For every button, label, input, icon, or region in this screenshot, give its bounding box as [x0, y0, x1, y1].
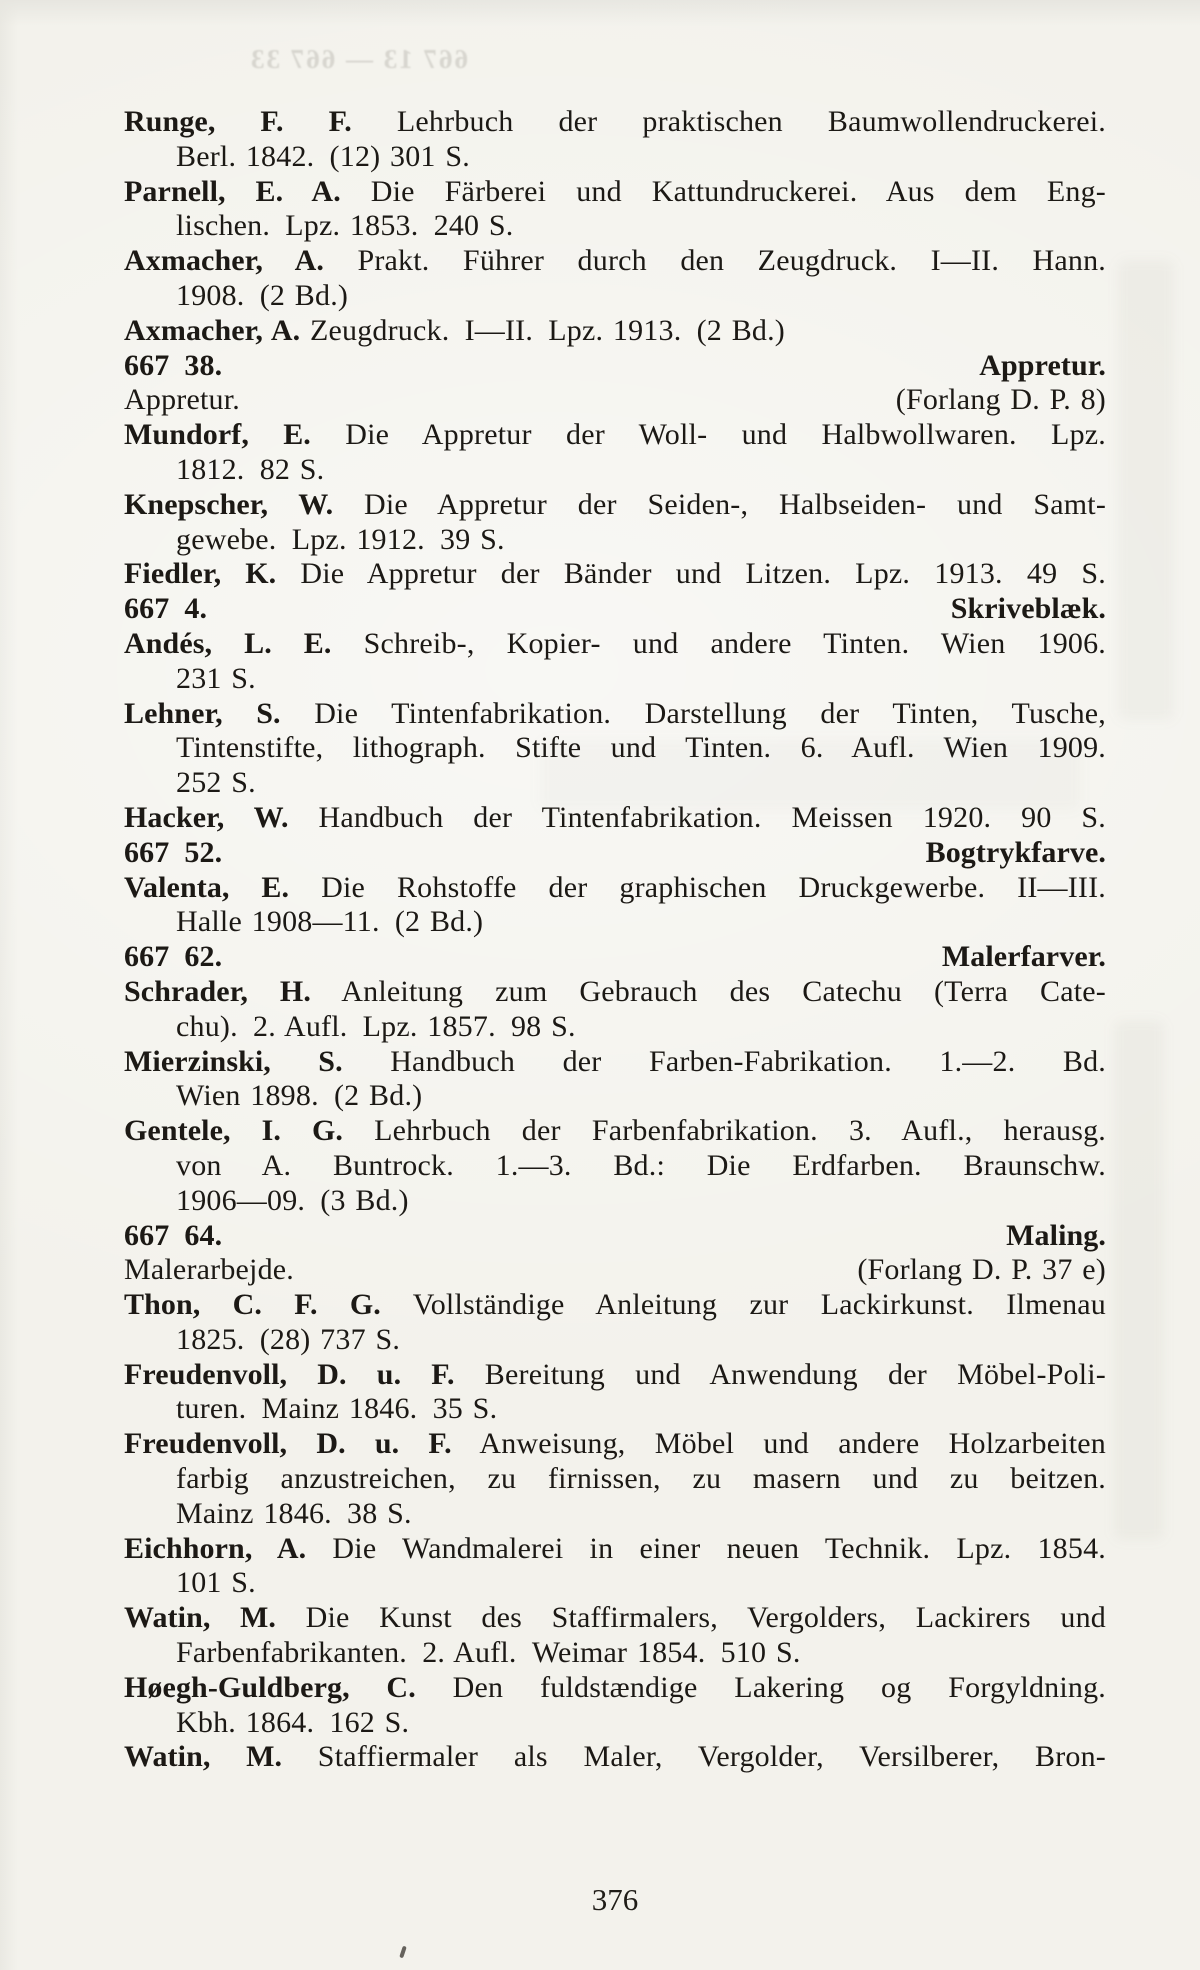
entry-line [124, 1532, 1106, 1567]
plain-text: Malerarbejde. [124, 1253, 295, 1287]
bold-text: Appretur. [979, 348, 1106, 382]
entry-continuation-line [124, 1079, 1106, 1114]
bold-text: Malerfarver. [941, 940, 1106, 974]
section-heading-line [124, 1219, 1106, 1254]
entry-line [124, 871, 1106, 906]
entry-line [124, 488, 1106, 523]
plain-text: chu). 2. Aufl. Lpz. 1857. 98 S. [176, 1009, 576, 1043]
plain-text: Anleitung zum Gebrauch des Catechu (Terra Cate- [310, 974, 1106, 1008]
bold-text: Freudenvoll, D. u. F. [124, 1357, 455, 1391]
bold-text: 667 38. [124, 348, 223, 382]
bold-text: Andés, L. E. [124, 626, 332, 660]
plain-text: lischen. Lpz. 1853. 240 S. [176, 209, 514, 243]
bold-text: Axmacher, A. [124, 313, 301, 347]
entry-line [124, 1671, 1106, 1706]
entry-continuation-line [124, 209, 1106, 244]
entry-continuation-line [124, 662, 1106, 697]
plain-text: Wien 1898. (2 Bd.) [176, 1079, 423, 1113]
plain-text: Lehrbuch der Farbenfabrikation. 3. Aufl., herausg. [343, 1114, 1106, 1148]
plain-text: Berl. 1842. (12) 301 S. [176, 139, 470, 173]
section-heading-line [124, 592, 1106, 627]
plain-text: Lehrbuch der praktischen Baumwollendruckerei. [351, 105, 1106, 138]
entry-line [124, 105, 1106, 140]
bold-text: Thon, C. F. G. [124, 1288, 381, 1322]
plain-text: Die Appretur der Bänder und Litzen. Lpz. 1913. 49 S. [276, 557, 1106, 591]
bold-text: Watin, M. [124, 1601, 276, 1635]
section-heading-line [124, 349, 1106, 384]
cross-reference-line [124, 383, 1106, 418]
bold-text: Schrader, H. [124, 974, 311, 1008]
plain-text: Die Appretur der Woll- und Halbwollwaren. Lpz. [310, 418, 1106, 452]
entry-line [124, 1601, 1106, 1636]
bold-text: Knepscher, W. [124, 487, 334, 521]
bold-text: Høegh-Guldberg, C. [124, 1670, 416, 1704]
entry-continuation-line [124, 279, 1106, 314]
bold-text: Watin, M. [124, 1740, 283, 1774]
entry-line [124, 1358, 1106, 1393]
bold-text: Hacker, W. [124, 800, 289, 834]
bold-text: Gentele, I. G. [124, 1114, 344, 1148]
entry-line [124, 1288, 1106, 1323]
bleed-through-artifact [1118, 260, 1174, 720]
plain-text: Die Wandmalerei in einer neuen Technik. Lpz. 1854. [306, 1531, 1106, 1565]
entry-continuation-line [124, 1636, 1106, 1671]
entry-continuation-line [124, 1149, 1106, 1184]
plain-text: (Forlang D. P. 37 e) [857, 1253, 1106, 1287]
plain-text: Kbh. 1864. 162 S. [176, 1705, 410, 1739]
entry-continuation-line [124, 1566, 1106, 1601]
plain-text: Den fuldstændige Lakering og Forgyldning. [415, 1670, 1106, 1704]
plain-text: Tintenstifte, lithograph. Stifte und Tinten. 6. Aufl. Wien 1909. [176, 731, 1106, 765]
plain-text: 1825. (28) 737 S. [176, 1322, 401, 1356]
entry-continuation-line [124, 1323, 1106, 1358]
entry-line [124, 418, 1106, 453]
entry-line [124, 314, 1106, 349]
entry-continuation-line [124, 1184, 1106, 1219]
entry-continuation-line [124, 140, 1106, 175]
section-heading-line [124, 836, 1106, 871]
bleed-through-header: 667 13 — 667 33 [249, 44, 468, 74]
plain-text: Vollständige Anleitung zur Lackirkunst. Ilmenau [380, 1288, 1106, 1322]
bold-text: Axmacher, A. [124, 244, 324, 278]
plain-text: 101 S. [176, 1566, 256, 1600]
bold-text: Runge, F. F. [124, 105, 352, 138]
plain-text: 1812. 82 S. [176, 452, 325, 486]
bold-text: Eichhorn, A. [124, 1531, 307, 1565]
plain-text: Anweisung, Möbel und andere Holzarbeiten [451, 1427, 1106, 1461]
page-number: 376 [591, 1882, 639, 1917]
plain-text: Die Appretur der Seiden-, Halbseiden- und Samt- [333, 487, 1107, 521]
bold-text: 667 62. [124, 940, 223, 974]
entry-continuation-line [124, 523, 1106, 558]
plain-text: (Forlang D. P. 8) [895, 383, 1106, 417]
bold-text: 667 64. [124, 1218, 223, 1252]
entry-line [124, 1045, 1106, 1080]
bold-text: Skriveblæk. [950, 592, 1106, 626]
bold-text: Valenta, E. [124, 870, 290, 904]
plain-text: Halle 1908—11. (2 Bd.) [176, 905, 484, 939]
cross-reference-line [124, 1253, 1106, 1288]
bold-text: Lehner, S. [124, 696, 281, 730]
bold-text: 667 4. [124, 592, 208, 626]
entry-continuation-line [124, 1706, 1106, 1741]
plain-text: turen. Mainz 1846. 35 S. [176, 1392, 498, 1426]
plain-text: Mainz 1846. 38 S. [176, 1496, 412, 1530]
entry-continuation-line [124, 731, 1106, 766]
entry-line [124, 1740, 1106, 1775]
bold-text: Fiedler, K. [124, 557, 277, 591]
entry-line [124, 1427, 1106, 1462]
bold-text: 667 52. [124, 835, 223, 869]
plain-text: Schreib-, Kopier- und andere Tinten. Wien 1906. [331, 626, 1106, 660]
entry-continuation-line [124, 766, 1106, 801]
plain-text: Prakt. Führer durch den Zeugdruck. I—II. Hann. [324, 244, 1106, 278]
plain-text: Bereitung und Anwendung der Möbel-Poli- [454, 1357, 1106, 1391]
entry-continuation-line [124, 905, 1106, 940]
entry-line [124, 801, 1106, 836]
plain-text: Handbuch der Tintenfabrikation. Meissen 1920. 90 S. [288, 800, 1106, 834]
plain-text: Appretur. [124, 383, 240, 417]
entry-line [124, 627, 1106, 662]
entry-continuation-line [124, 453, 1106, 488]
entry-line [124, 697, 1106, 732]
bold-text: Mundorf, E. [124, 418, 311, 452]
bold-text: Maling. [1006, 1218, 1106, 1252]
bold-text: Bogtrykfarve. [925, 835, 1106, 869]
plain-text: Handbuch der Farben-Fabrikation. 1.—2. Bd. [342, 1044, 1106, 1078]
plain-text: Die Färberei und Kattundruckerei. Aus dem Eng- [340, 174, 1106, 208]
entry-line [124, 244, 1106, 279]
entry-line [124, 557, 1106, 592]
plain-text: 1908. (2 Bd.) [176, 278, 349, 312]
plain-text: Die Kunst des Staffirmalers, Vergolders, Lackirers und [275, 1601, 1106, 1635]
bold-text: Mierzinski, S. [124, 1044, 343, 1078]
plain-text: 231 S. [176, 661, 256, 695]
plain-text: gewebe. Lpz. 1912. 39 S. [176, 522, 505, 556]
plain-text: farbig anzustreichen, zu firnissen, zu masern und zu beitzen. [176, 1462, 1106, 1496]
ink-speck-artifact [399, 1946, 407, 1959]
plain-text: Farbenfabrikanten. 2. Aufl. Weimar 1854. 510 S. [176, 1636, 801, 1670]
entry-line [124, 1114, 1106, 1149]
entry-continuation-line [124, 1497, 1106, 1532]
entry-continuation-line [124, 1010, 1106, 1045]
entry-line [124, 975, 1106, 1010]
catalog-text-column [124, 105, 1106, 1775]
plain-text: Staffiermaler als Maler, Vergolder, Versilberer, Bron- [282, 1740, 1106, 1774]
plain-text: Die Rohstoffe der graphischen Druckgewerbe. II—III. [289, 870, 1106, 904]
plain-text: Die Tintenfabrikation. Darstellung der Tinten, Tusche, [280, 696, 1106, 730]
entry-continuation-line [124, 1462, 1106, 1497]
bold-text: Parnell, E. A. [124, 174, 341, 208]
bleed-through-artifact [1114, 1020, 1164, 1540]
plain-text: 252 S. [176, 766, 256, 800]
entry-line [124, 175, 1106, 210]
plain-text: von A. Buntrock. 1.—3. Bd.: Die Erdfarben. Braunschw. [176, 1148, 1106, 1182]
plain-text: Zeugdruck. I—II. Lpz. 1913. (2 Bd.) [300, 313, 785, 347]
entry-continuation-line [124, 1392, 1106, 1427]
plain-text: 1906—09. (3 Bd.) [176, 1183, 409, 1217]
bold-text: Freudenvoll, D. u. F. [124, 1427, 452, 1461]
section-heading-line [124, 940, 1106, 975]
